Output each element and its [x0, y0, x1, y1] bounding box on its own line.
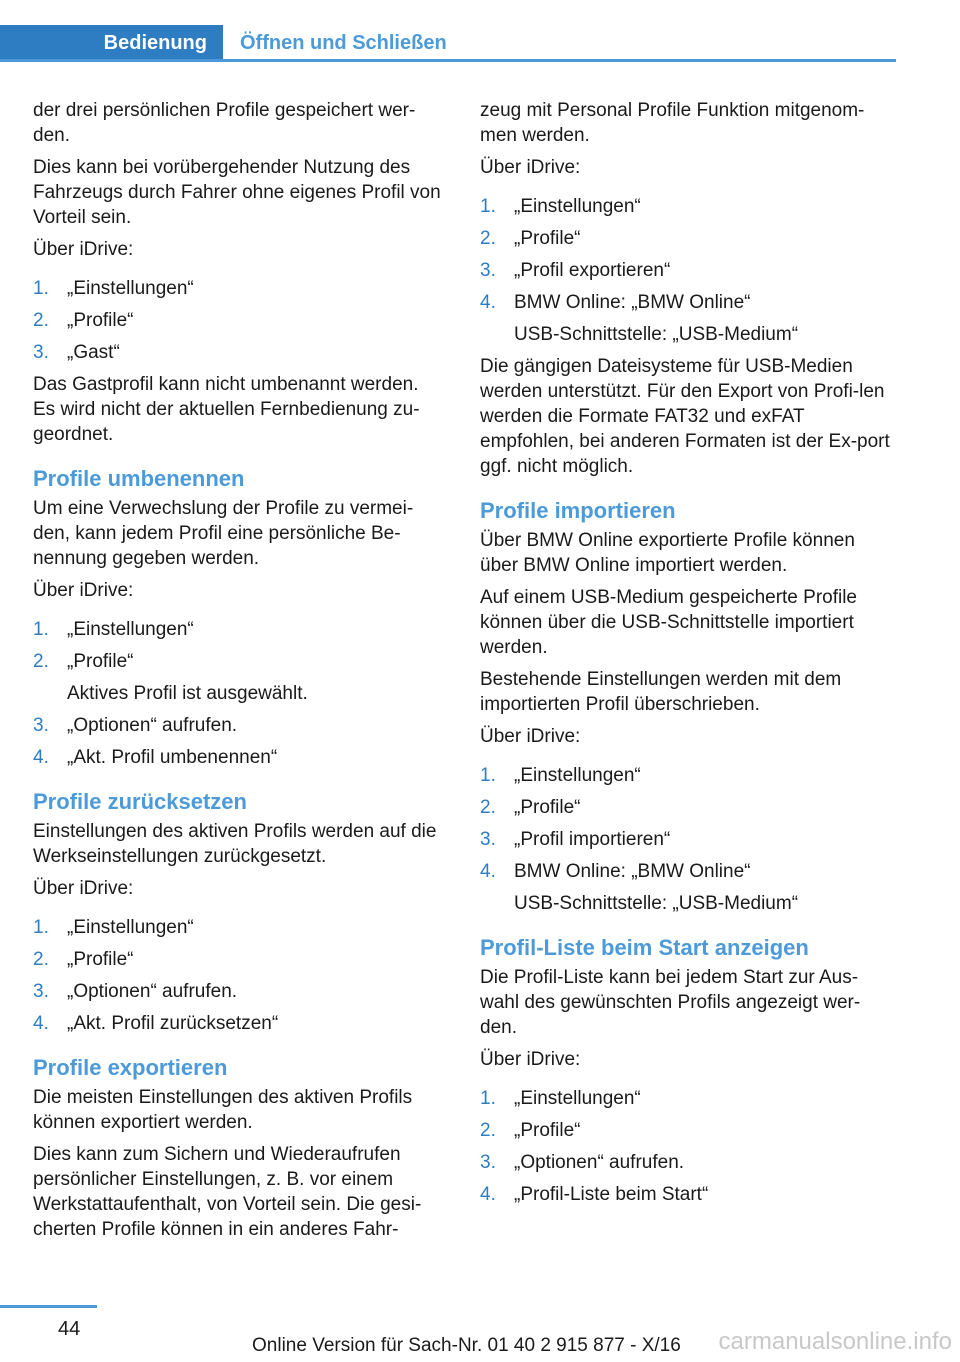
- list-item: [480, 827, 895, 852]
- list-item: [480, 795, 895, 820]
- section-tab: Öffnen und Schließen: [240, 32, 447, 54]
- step-text: „Einstellungen“: [67, 917, 194, 938]
- step-number: 1.: [33, 619, 49, 640]
- step-text: „Akt. Profil umbenennen“: [67, 747, 278, 768]
- step-subtext: USB-Schnittstelle: „USB-Medium“: [514, 893, 799, 914]
- step-text: „Profile“: [514, 1120, 581, 1141]
- list-item: [33, 745, 443, 770]
- paragraph: Bestehende Einstellungen werden mit dem importierten Profil überschrieben.: [480, 669, 842, 715]
- section-heading: Profil-Liste beim Start anzeigen: [480, 935, 809, 960]
- step-number: 1.: [33, 278, 49, 299]
- list-item: [480, 226, 895, 251]
- step-text: BMW Online: „BMW Online“: [514, 292, 751, 313]
- step-number: 4.: [480, 292, 496, 313]
- chapter-tab: Bedienung: [0, 25, 223, 62]
- footer-rule: [0, 1305, 97, 1308]
- step-text: „Akt. Profil zurücksetzen“: [67, 1013, 279, 1034]
- right-column: [480, 98, 895, 1214]
- step-number: 4.: [480, 861, 496, 882]
- paragraph: der drei persönlichen Profile gespeichert wer-den.: [33, 100, 416, 146]
- section-heading: Profile zurücksetzen: [33, 789, 247, 814]
- step-text: „Profil-Liste beim Start“: [514, 1184, 709, 1205]
- step-text: „Profile“: [514, 228, 581, 249]
- list-item: [33, 1011, 443, 1036]
- step-number: 3.: [480, 1152, 496, 1173]
- paragraph: Die Profil-Liste kann bei jedem Start zur Aus-wahl des gewünschten Profils angezeigt wer-den.: [480, 967, 861, 1038]
- step-number: 1.: [33, 917, 49, 938]
- step-number: 2.: [480, 797, 496, 818]
- paragraph: Um eine Verwechslung der Profile zu vermei-den, kann jedem Profil eine persönliche Be-nennung gegeben werden.: [33, 498, 414, 569]
- paragraph: zeug mit Personal Profile Funktion mitgenom-men werden.: [480, 100, 865, 146]
- idrive-label: Über iDrive:: [33, 878, 134, 899]
- list-item: [33, 649, 443, 706]
- step-text: „Profile“: [67, 949, 134, 970]
- paragraph: Die gängigen Dateisysteme für USB-Medien werden unterstützt. Für den Export von Profi-len werden die Formate FAT32 und exFAT empfohlen, bei anderen Formaten ist der Ex-port ggf. nicht möglich.: [480, 356, 890, 477]
- list-item: [480, 1150, 895, 1175]
- step-text: „Einstellungen“: [67, 278, 194, 299]
- step-text: „Optionen“ aufrufen.: [514, 1152, 685, 1173]
- paragraph: Dies kann bei vorübergehender Nutzung des Fahrzeugs durch Fahrer ohne eigenes Profil von Vorteil sein.: [33, 157, 441, 228]
- step-number: 2.: [480, 228, 496, 249]
- left-column: [33, 98, 443, 1249]
- step-number: 1.: [480, 196, 496, 217]
- step-number: 4.: [33, 747, 49, 768]
- list-item: [33, 947, 443, 972]
- list-item: [480, 763, 895, 788]
- list-item: [33, 276, 443, 301]
- step-list: [480, 1086, 895, 1207]
- page-header: [0, 25, 896, 62]
- online-version-note: Online Version für Sach-Nr. 01 40 2 915 877 - X/16: [252, 1335, 681, 1356]
- step-number: 3.: [33, 981, 49, 1002]
- watermark: carmanualsonline.info: [718, 1328, 952, 1355]
- paragraph: Dies kann zum Sichern und Wiederaufrufen persönlicher Einstellungen, z. B. vor einem Werkstattaufenthalt, von Vorteil sein. Die gesi-cherten Profile können in ein anderes Fahr-: [33, 1144, 422, 1240]
- paragraph: Einstellungen des aktiven Profils werden auf die Werkseinstellungen zurückgesetzt.: [33, 821, 437, 867]
- idrive-label: Über iDrive:: [480, 157, 581, 178]
- step-number: 1.: [480, 1088, 496, 1109]
- section-heading: Profile exportieren: [33, 1055, 228, 1080]
- step-number: 3.: [480, 260, 496, 281]
- step-number: 2.: [480, 1120, 496, 1141]
- list-item: [480, 859, 895, 916]
- step-text: „Einstellungen“: [514, 765, 641, 786]
- step-subtext: USB-Schnittstelle: „USB-Medium“: [514, 324, 799, 345]
- section-heading: Profile umbenennen: [33, 466, 245, 491]
- step-number: 3.: [33, 342, 49, 363]
- step-text: „Profile“: [67, 651, 134, 672]
- paragraph: Über BMW Online exportierte Profile können über BMW Online importiert werden.: [480, 530, 855, 576]
- list-item: [33, 979, 443, 1004]
- step-subtext: Aktives Profil ist ausgewählt.: [67, 683, 308, 704]
- list-item: [480, 1118, 895, 1143]
- step-text: „Einstellungen“: [514, 196, 641, 217]
- step-number: 2.: [33, 651, 49, 672]
- list-item: [480, 1182, 895, 1207]
- list-item: [480, 290, 895, 347]
- idrive-label: Über iDrive:: [480, 1049, 581, 1070]
- step-number: 4.: [33, 1013, 49, 1034]
- step-text: „Optionen“ aufrufen.: [67, 715, 238, 736]
- page-number: 44: [58, 1318, 81, 1340]
- step-text: „Profil importieren“: [514, 829, 671, 850]
- idrive-label: Über iDrive:: [480, 726, 581, 747]
- step-list: [480, 763, 895, 916]
- list-item: [33, 308, 443, 333]
- step-number: 3.: [480, 829, 496, 850]
- list-item: [33, 617, 443, 642]
- step-number: 4.: [480, 1184, 496, 1205]
- list-item: [480, 194, 895, 219]
- list-item: [33, 915, 443, 940]
- list-item: [480, 1086, 895, 1111]
- idrive-label: Über iDrive:: [33, 239, 134, 260]
- step-text: BMW Online: „BMW Online“: [514, 861, 751, 882]
- paragraph: Die meisten Einstellungen des aktiven Profils können exportiert werden.: [33, 1087, 413, 1133]
- step-number: 3.: [33, 715, 49, 736]
- step-text: „Gast“: [67, 342, 120, 363]
- step-list: [33, 915, 443, 1036]
- step-text: „Profile“: [514, 797, 581, 818]
- paragraph: Das Gastprofil kann nicht umbenannt werden. Es wird nicht der aktuellen Fernbedienung zu-geordnet.: [33, 374, 420, 445]
- step-list: [33, 276, 443, 365]
- step-list: [480, 194, 895, 347]
- step-number: 2.: [33, 949, 49, 970]
- step-text: „Optionen“ aufrufen.: [67, 981, 238, 1002]
- step-number: 1.: [480, 765, 496, 786]
- list-item: [480, 258, 895, 283]
- idrive-label: Über iDrive:: [33, 580, 134, 601]
- header-rule: [0, 59, 896, 62]
- step-text: „Profil exportieren“: [514, 260, 671, 281]
- step-number: 2.: [33, 310, 49, 331]
- paragraph: Auf einem USB-Medium gespeicherte Profile können über die USB-Schnittstelle importiert werden.: [480, 587, 858, 658]
- section-heading: Profile importieren: [480, 498, 676, 523]
- list-item: [33, 340, 443, 365]
- step-list: [33, 617, 443, 770]
- list-item: [33, 713, 443, 738]
- step-text: „Einstellungen“: [514, 1088, 641, 1109]
- step-text: „Profile“: [67, 310, 134, 331]
- step-text: „Einstellungen“: [67, 619, 194, 640]
